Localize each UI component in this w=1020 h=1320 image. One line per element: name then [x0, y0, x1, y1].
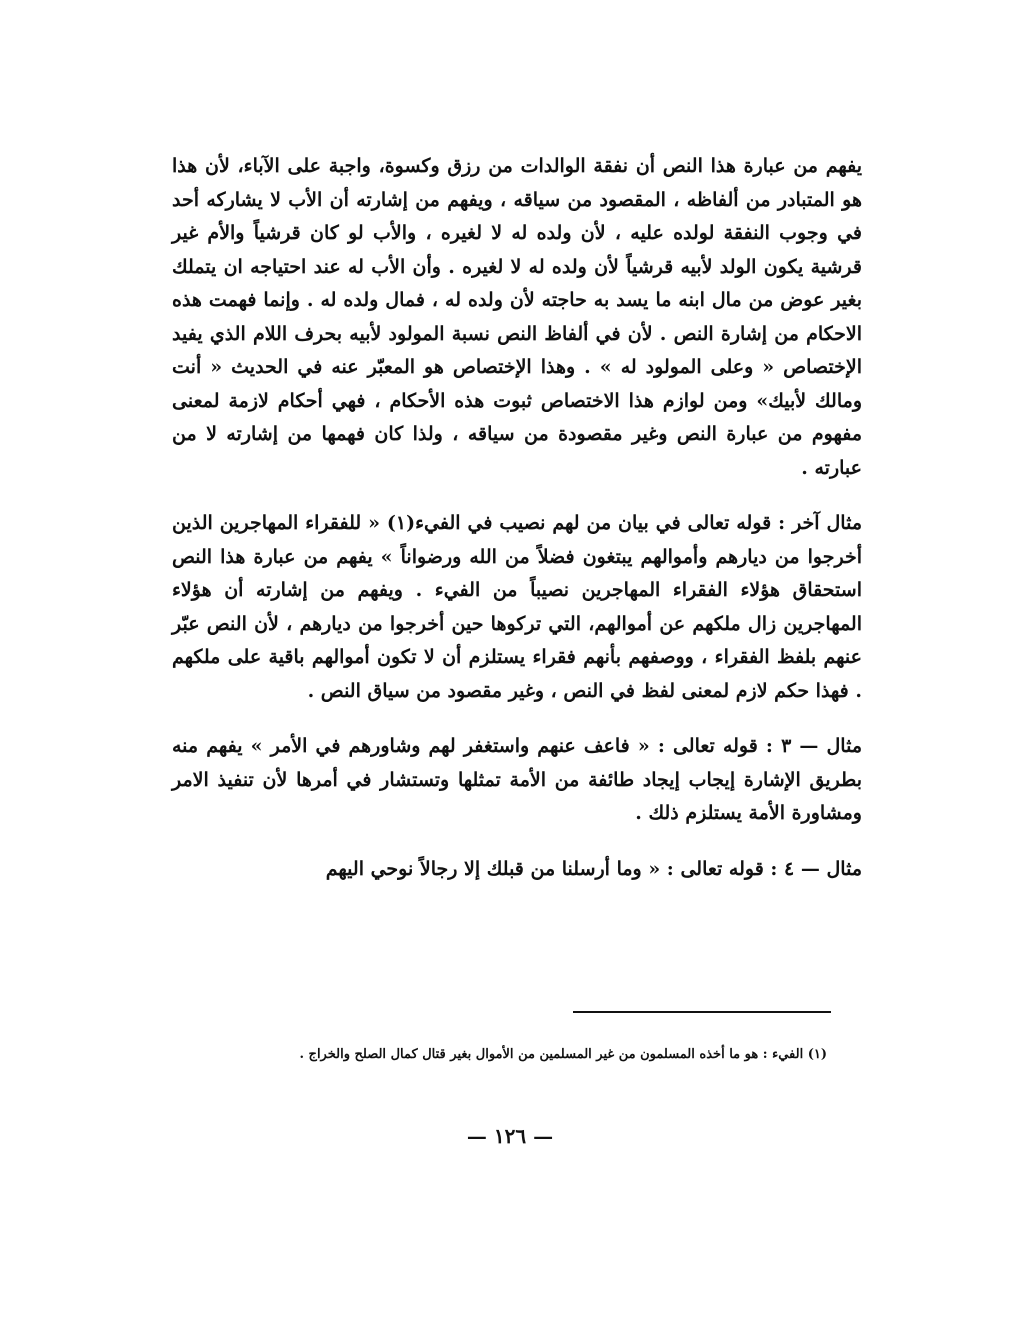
paragraph-example-4-messengers: مثال — ٤ : قوله تعالى : « وما أرسلنا من قبلك إلا رجالاً نوحي اليهم [325, 857, 862, 880]
page-number: — ١٢٦ — [466, 1124, 554, 1148]
paragraph-example-3-consultation: مثال — ٣ : قوله تعالى : « فاعف عنهم واستغفر لهم وشاورهم في الأمر » يفهم منه بطريق الإشارة إيجاب إيجاد طائفة من الأمة تمثلها وتستشار في أمرها لأن تنفيذ الامر ومشاورة الأمة يستلزم ذلك . [172, 735, 863, 824]
paragraph-example-fay: مثال آخر : قوله تعالى في بيان من لهم نصيب في الفيء(١) « للفقراء المهاجرين الذين أخرجوا من ديارهم وأموالهم يبتغون فضلاً من الله ورضواناً » يفهم من عبارة هذا النص استحقاق هؤلاء الفقراء المهاجرين نصيباً من الفيء . ويفهم من إشارته أن هؤلاء المهاجرين زال ملكهم عن أموالهم، التي تركوها حين أخرجوا من ديارهم ، لأن النص عبّر عنهم بلفظ الفقراء ، ووصفهم بأنهم فقراء يستلزم أن لا تكون أموالهم باقية على ملكهم . فهذا حكم لازم لمعنى لفظ في النص ، وغير مقصود من سياق النص . [172, 512, 862, 702]
paragraph-inheritance-ruling: يفهم من عبارة هذا النص أن نفقة الوالدات من رزق وكسوة، واجبة على الآباء، لأن هذا هو المتبادر من ألفاظه ، المقصود من سياقه ، ويفهم من إشارته أن الأب لا يشاركه أحد في وجوب النفقة لولده عليه ، لأن ولده له لا لغيره ، والأب لو كان قرشياً والأم غير قرشية يكون الولد لأبيه قرشياً لأن ولده له لا لغيره . وأن الأب له عند احتياجه ان يتملك بغير عوض من مال ابنه ما يسد به حاجته لأن ولده له ، فمال ولده له . وإنما فهمت هذه الاحكام من إشارة النص . لأن في ألفاظ النص نسبة المولود لأبيه بحرف اللام الذي يفيد الإختصاص « وعلى المولود له » . وهذا الإختصاص هو المعبّر عنه في الحديث « أنت ومالك لأبيك» ومن لوازم هذا الاختصاص ثبوت هذه الأحكام ، فهي أحكام لازمة لمعنى مفهوم من عبارة النص وغير مقصودة من سياقه ، ولذا كان فهمها من إشارته لا من عبارته . [172, 155, 862, 479]
footnote-fay-definition: (١) الفيء : هو ما أخذه المسلمون من غير المسلمين من الأموال بغير قتال كمال الصلح والخراج . [299, 1047, 827, 1062]
main-text-body [172, 150, 862, 886]
footnote-divider [573, 1011, 831, 1013]
